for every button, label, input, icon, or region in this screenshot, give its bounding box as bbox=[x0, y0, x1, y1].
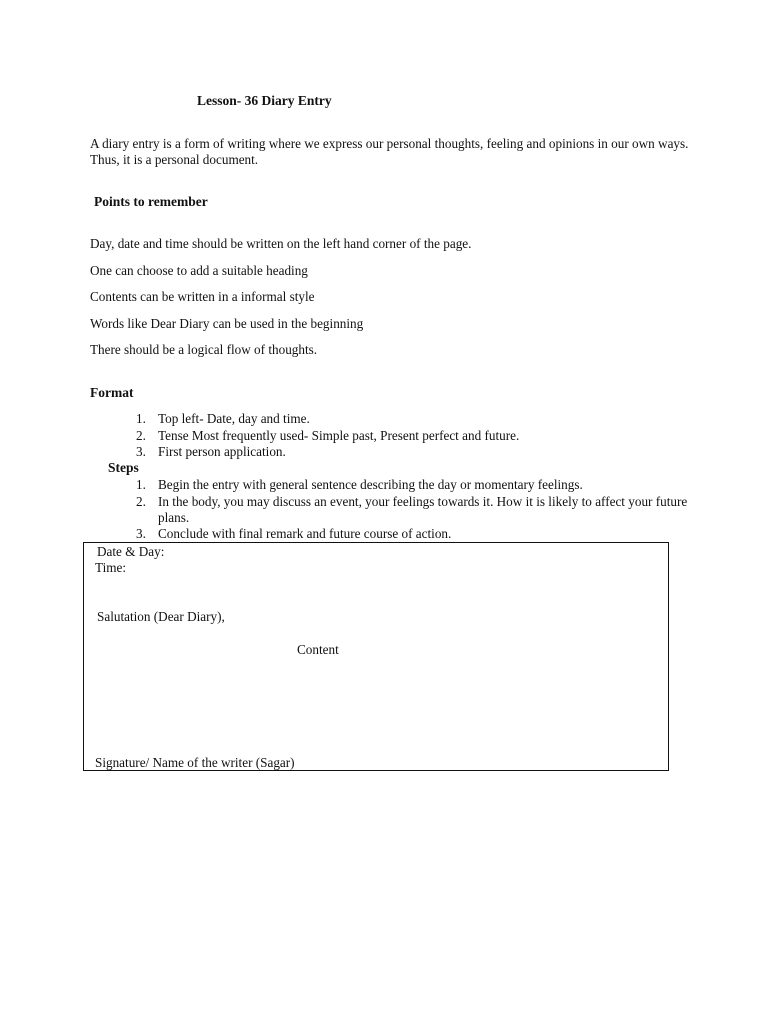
point-item: There should be a logical flow of thoughts. bbox=[90, 342, 318, 357]
signature-label: Signature/ Name of the writer (Sagar) bbox=[95, 755, 295, 770]
format-item-text: First person application. bbox=[158, 444, 286, 459]
format-item-text: Top left- Date, day and time. bbox=[158, 411, 310, 426]
format-item-text: Tense Most frequently used- Simple past, Present perfect and future. bbox=[158, 428, 520, 443]
diary-template-box bbox=[83, 542, 669, 771]
page-title: Lesson- 36 Diary Entry bbox=[197, 93, 332, 108]
steps-item-text: Conclude with final remark and future course of action. bbox=[158, 526, 452, 541]
date-day-label: Date & Day: bbox=[97, 544, 165, 559]
steps-item-text: In the body, you may discuss an event, your feelings towards it. How it is likely to affect your future plans. bbox=[158, 494, 688, 525]
point-item: Day, date and time should be written on the left hand corner of the page. bbox=[90, 236, 472, 251]
format-item-number: 2. bbox=[136, 428, 146, 443]
steps-heading: Steps bbox=[108, 460, 139, 475]
salutation-label: Salutation (Dear Diary), bbox=[97, 609, 225, 624]
time-label: Time: bbox=[95, 560, 127, 575]
points-heading: Points to remember bbox=[94, 194, 208, 209]
steps-item-text: Begin the entry with general sentence describing the day or momentary feelings. bbox=[158, 477, 583, 492]
point-item: One can choose to add a suitable heading bbox=[90, 263, 308, 278]
content-label: Content bbox=[297, 642, 339, 657]
point-item: Contents can be written in a informal style bbox=[90, 289, 315, 304]
format-item-number: 3. bbox=[136, 444, 146, 459]
steps-item-number: 3. bbox=[136, 526, 146, 541]
intro-paragraph: A diary entry is a form of writing where we express our personal thoughts, feeling and opinions in our own ways. Thus, it is a personal document. bbox=[90, 136, 689, 167]
steps-item-number: 1. bbox=[136, 477, 146, 492]
format-item-number: 1. bbox=[136, 411, 146, 426]
point-item: Words like Dear Diary can be used in the beginning bbox=[90, 316, 364, 331]
format-heading: Format bbox=[90, 385, 134, 400]
steps-item-number: 2. bbox=[136, 494, 146, 509]
